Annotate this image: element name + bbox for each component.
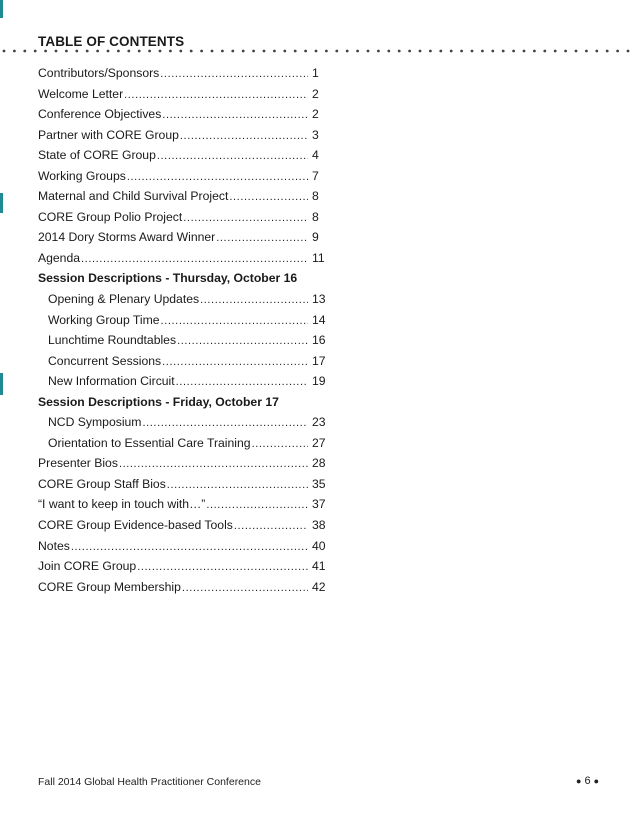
dot-leader [157,150,308,162]
divider-dot [460,50,463,53]
toc-entry-label: NCD Symposium [48,415,142,430]
divider-dot [294,50,297,53]
divider-dot [346,50,349,53]
toc-entry-label: Working Group Time [48,312,160,327]
dot-leader [182,582,308,594]
toc-entry[interactable] [38,66,326,87]
toc-entry-page: 13 [312,292,326,307]
toc-entry-label: Concurrent Sessions [48,353,162,368]
toc-entry[interactable] [38,230,326,251]
dot-leader [161,315,308,327]
divider-dot [55,50,58,53]
divider-dot [627,50,630,53]
toc-entry[interactable] [38,456,326,477]
toc-entry-page: 14 [312,312,326,327]
toc-entry-page: 40 [312,538,326,553]
footer-page-number [573,775,602,787]
dot-leader [137,561,308,573]
toc-entry-page: 42 [312,579,326,594]
edge-marker-lower [0,373,3,395]
toc-entry-label: Orientation to Essential Care Training [48,435,251,450]
dot-leader [162,356,308,368]
divider-dot [65,50,68,53]
divider-dot [398,50,401,53]
toc-entry-page: 37 [312,497,326,512]
divider-dot [221,50,224,53]
toc-entry-label: Join CORE Group [38,559,137,574]
divider-dot [439,50,442,53]
divider-dot [315,50,318,53]
toc-entry-page: 7 [312,168,319,183]
divider-dot [512,50,515,53]
toc-entry-label: Lunchtime Roundtables [48,333,177,348]
toc-entry-label: Notes [38,538,70,553]
divider-dot [481,50,484,53]
toc-entry[interactable] [38,148,326,169]
dot-leader [216,232,308,244]
toc-entry[interactable] [38,374,326,395]
dot-leader [252,438,308,450]
divider-dot [138,50,141,53]
toc-entry-page: 8 [312,209,319,224]
divider-dot [429,50,432,53]
toc-title: TABLE OF CONTENTS [38,34,185,49]
toc-entry[interactable] [38,580,326,601]
toc-entry-page: 8 [312,189,319,204]
divider-dot [523,50,526,53]
divider-dot [75,50,78,53]
toc-entry-page: 28 [312,456,326,471]
divider-dot [169,50,172,53]
toc-entry-label: Maternal and Child Survival Project [38,189,229,204]
toc-entry-label: Opening & Plenary Updates [48,292,200,307]
toc-entry-label: Contributors/Sponsors [38,66,160,80]
bullet-icon: ● [593,776,599,786]
divider-dot [595,50,598,53]
toc-entry-page: 23 [312,415,326,430]
divider-dot [242,50,245,53]
toc-entry-label: “I want to keep in touch with…” [38,497,206,512]
toc-entry-label: CORE Group Polio Project [38,209,183,224]
divider-dot [419,50,422,53]
divider-dot [200,50,203,53]
divider-dot [127,50,130,53]
edge-marker-middle [0,193,3,213]
toc-entry-page: 41 [312,559,326,574]
toc-entry-label: Welcome Letter [38,86,124,101]
divider-dot [471,50,474,53]
bullet-icon: ● [576,776,582,786]
divider-dot [377,50,380,53]
toc-entry[interactable] [38,292,326,313]
divider-dot [190,50,193,53]
toc-entry-label: CORE Group Membership [38,579,181,594]
divider-dot [304,50,307,53]
divider-dot [502,50,505,53]
divider-dot [159,50,162,53]
divider-dot [606,50,609,53]
toc-entry-label: State of CORE Group [38,148,156,163]
divider-dot [96,50,99,53]
toc-entry[interactable] [38,128,326,149]
divider-dot [554,50,557,53]
toc-entry[interactable] [38,559,326,580]
toc-entry-page: 1 [312,66,319,80]
dot-leader [81,253,308,265]
dot-leader [200,294,308,306]
toc-entry-label: Session Descriptions - Friday, October 17 [38,394,279,409]
toc-entry-label: 2014 Dory Storms Award Winner [38,230,216,245]
toc-entry[interactable] [38,333,326,354]
toc-entry-label: Session Descriptions - Thursday, October 16 [38,271,298,286]
divider-dot [231,50,234,53]
toc-entry-page: 17 [312,353,326,368]
dot-leader [234,520,308,532]
toc-entry[interactable] [38,251,326,272]
toc-entry[interactable] [38,436,326,457]
toc-entry[interactable] [38,415,326,436]
dot-leader [180,130,308,142]
toc-entry-page: 35 [312,476,326,491]
dotted-divider [0,48,638,54]
divider-dot [13,50,16,53]
toc-entry[interactable] [38,169,326,190]
toc-entry-page: 19 [312,374,326,389]
divider-dot [564,50,567,53]
divider-dot [387,50,390,53]
toc-entry-label: CORE Group Evidence-based Tools [38,518,233,533]
divider-dot [408,50,411,53]
divider-dot [23,50,26,53]
toc-entry-label: Partner with CORE Group [38,127,179,142]
dot-leader [162,109,308,121]
toc-entry-label: Conference Objectives [38,107,162,122]
toc-entry-page: 27 [312,435,326,450]
dot-leader [119,458,308,470]
toc-entry-page: 3 [312,127,319,142]
divider-dot [325,50,328,53]
toc-entry[interactable] [38,87,326,108]
divider-dot [491,50,494,53]
divider-dot [335,50,338,53]
toc-entry-label: New Information Circuit [48,374,175,389]
divider-dot [533,50,536,53]
dot-leader [183,212,308,224]
toc-entry-page: 9 [312,230,319,245]
dot-leader [127,171,308,183]
dot-leader [177,335,308,347]
toc-entry-page: 16 [312,333,326,348]
divider-dot [585,50,588,53]
divider-dot [34,50,37,53]
toc-entry[interactable] [38,354,326,375]
divider-dot [367,50,370,53]
divider-dot [575,50,578,53]
toc-entry[interactable] [38,497,326,518]
dot-leader [229,191,308,203]
toc-entry-label: Agenda [38,250,81,265]
divider-dot [44,50,47,53]
edge-marker-top [0,0,3,18]
divider-dot [283,50,286,53]
dot-leader [142,417,308,429]
toc-entry-page: 38 [312,518,326,533]
toc-entry-page: 11 [312,250,325,265]
footer-conference-name: Fall 2014 Global Health Practitioner Conference [38,776,261,788]
toc-entry-label: Presenter Bios [38,456,118,471]
divider-dot [543,50,546,53]
toc-entry-page: 4 [312,148,319,163]
divider-dot [179,50,182,53]
divider-dot [86,50,89,53]
divider-dot [273,50,276,53]
dot-leader [160,68,308,80]
toc-entry[interactable] [38,107,326,128]
divider-dot [117,50,120,53]
toc-entry-page: 2 [312,86,319,101]
toc-entry[interactable] [38,313,326,334]
dot-leader [124,89,308,101]
page-number-value: 6 [584,775,591,787]
toc-entry-label: CORE Group Staff Bios [38,476,166,491]
toc-entry[interactable] [38,189,326,210]
divider-dot [252,50,255,53]
divider-dot [263,50,266,53]
toc-entry-label: Working Groups [38,168,126,183]
dot-leader [176,376,308,388]
toc-section-heading[interactable] [38,395,326,416]
dot-leader [167,479,308,491]
dot-leader [71,541,308,553]
divider-dot [616,50,619,53]
toc-entry[interactable] [38,477,326,498]
divider-dot [148,50,151,53]
divider-dot [450,50,453,53]
toc-entry-page: 2 [312,107,319,122]
toc-entry[interactable] [38,518,326,539]
dot-leader [206,499,308,511]
divider-dot [3,50,6,53]
toc-list [38,66,326,600]
divider-dot [211,50,214,53]
divider-dot [107,50,110,53]
toc-section-heading[interactable] [38,271,326,292]
divider-dot [356,50,359,53]
toc-entry[interactable] [38,539,326,560]
toc-entry[interactable] [38,210,326,231]
